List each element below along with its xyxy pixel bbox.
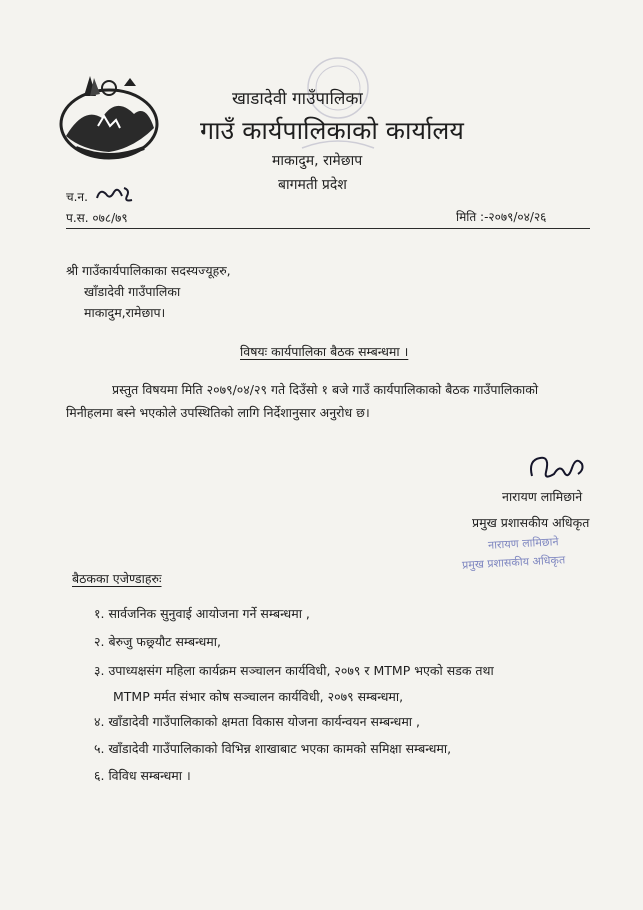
recipient-line-3: माकादुम,रामेछाप। xyxy=(84,305,166,320)
agenda-heading: बैठकका एजेण्डाहरुः xyxy=(72,571,162,586)
letter-date: मिति :-२०७९/०४/२६ xyxy=(456,210,547,224)
signer-designation: प्रमुख प्रशासकीय अधिकृत xyxy=(472,515,590,530)
agenda-item: ३. उपाध्यक्षसंग महिला कार्यक्रम सञ्चालन कार्यविधी, २०७९ र MTMP भएको सडक तथा xyxy=(94,663,494,678)
signer-name: नारायण लामिछाने xyxy=(502,489,583,504)
agenda-item: ६. विविध सम्बन्धमा । xyxy=(94,768,191,783)
agenda-item: ४. खाँडादेवी गाउँपालिकाको क्षमता विकास योजना कार्यन्वयन सम्बन्धमा , xyxy=(94,714,420,729)
chalani-number-handwritten xyxy=(94,184,136,204)
recipient-line-1: श्री गाउँकार्यपालिकाका सदस्यज्यूहरु, xyxy=(66,263,231,278)
agenda-item: १. सार्वजनिक सुनुवाई आयोजना गर्ने सम्बन्धमा , xyxy=(94,606,310,621)
agenda-item: ५. खाँडादेवी गाउँपालिकाको विभिन्न शाखाबाट भएका कामको समिक्षा सम्बन्धमा, xyxy=(94,741,452,756)
stamp-signer-designation: प्रमुख प्रशासकीय अधिकृत xyxy=(461,553,566,572)
nepal-government-emblem-icon xyxy=(54,66,164,166)
agenda-item: २. बेरुजु फछ्र्यौट सम्बन्धमा, xyxy=(94,634,221,649)
signature-handwritten xyxy=(526,450,588,484)
body-line-1: प्रस्तुत विषयमा मिति २०७९/०४/२९ गते दिउँसो १ बजे गाउँ कार्यपालिकाको बैठक गाउँपालिकाको xyxy=(112,382,539,397)
letter-subject: विषयः कार्यपालिका बैठक सम्बन्धमा । xyxy=(240,344,409,359)
stamp-signer-name: नारायण लामिछाने xyxy=(487,535,559,552)
recipient-line-2: खाँडादेवी गाउँपालिका xyxy=(84,284,181,299)
header-divider xyxy=(66,228,590,229)
agenda-item-continuation: MTMP मर्मत संभार कोष सञ्चालन कार्यविधी, २०७९ सम्बन्धमा, xyxy=(113,689,404,704)
office-title: गाउँ कार्यपालिकाको कार्यालय xyxy=(200,116,464,145)
office-address: माकादुम, रामेछाप xyxy=(272,153,363,169)
patra-sankhya: प.स. ०७८/७९ xyxy=(66,211,128,225)
office-province: बागमती प्रदेश xyxy=(278,177,347,193)
chalani-label: च.न. xyxy=(66,190,88,204)
body-line-2: मिनीहलमा बस्ने भएकोले उपस्थितिको लागि निर्देशानुसार अनुरोध छ। xyxy=(66,405,370,420)
municipality-name: खाडादेवी गाउँपालिका xyxy=(232,89,363,109)
